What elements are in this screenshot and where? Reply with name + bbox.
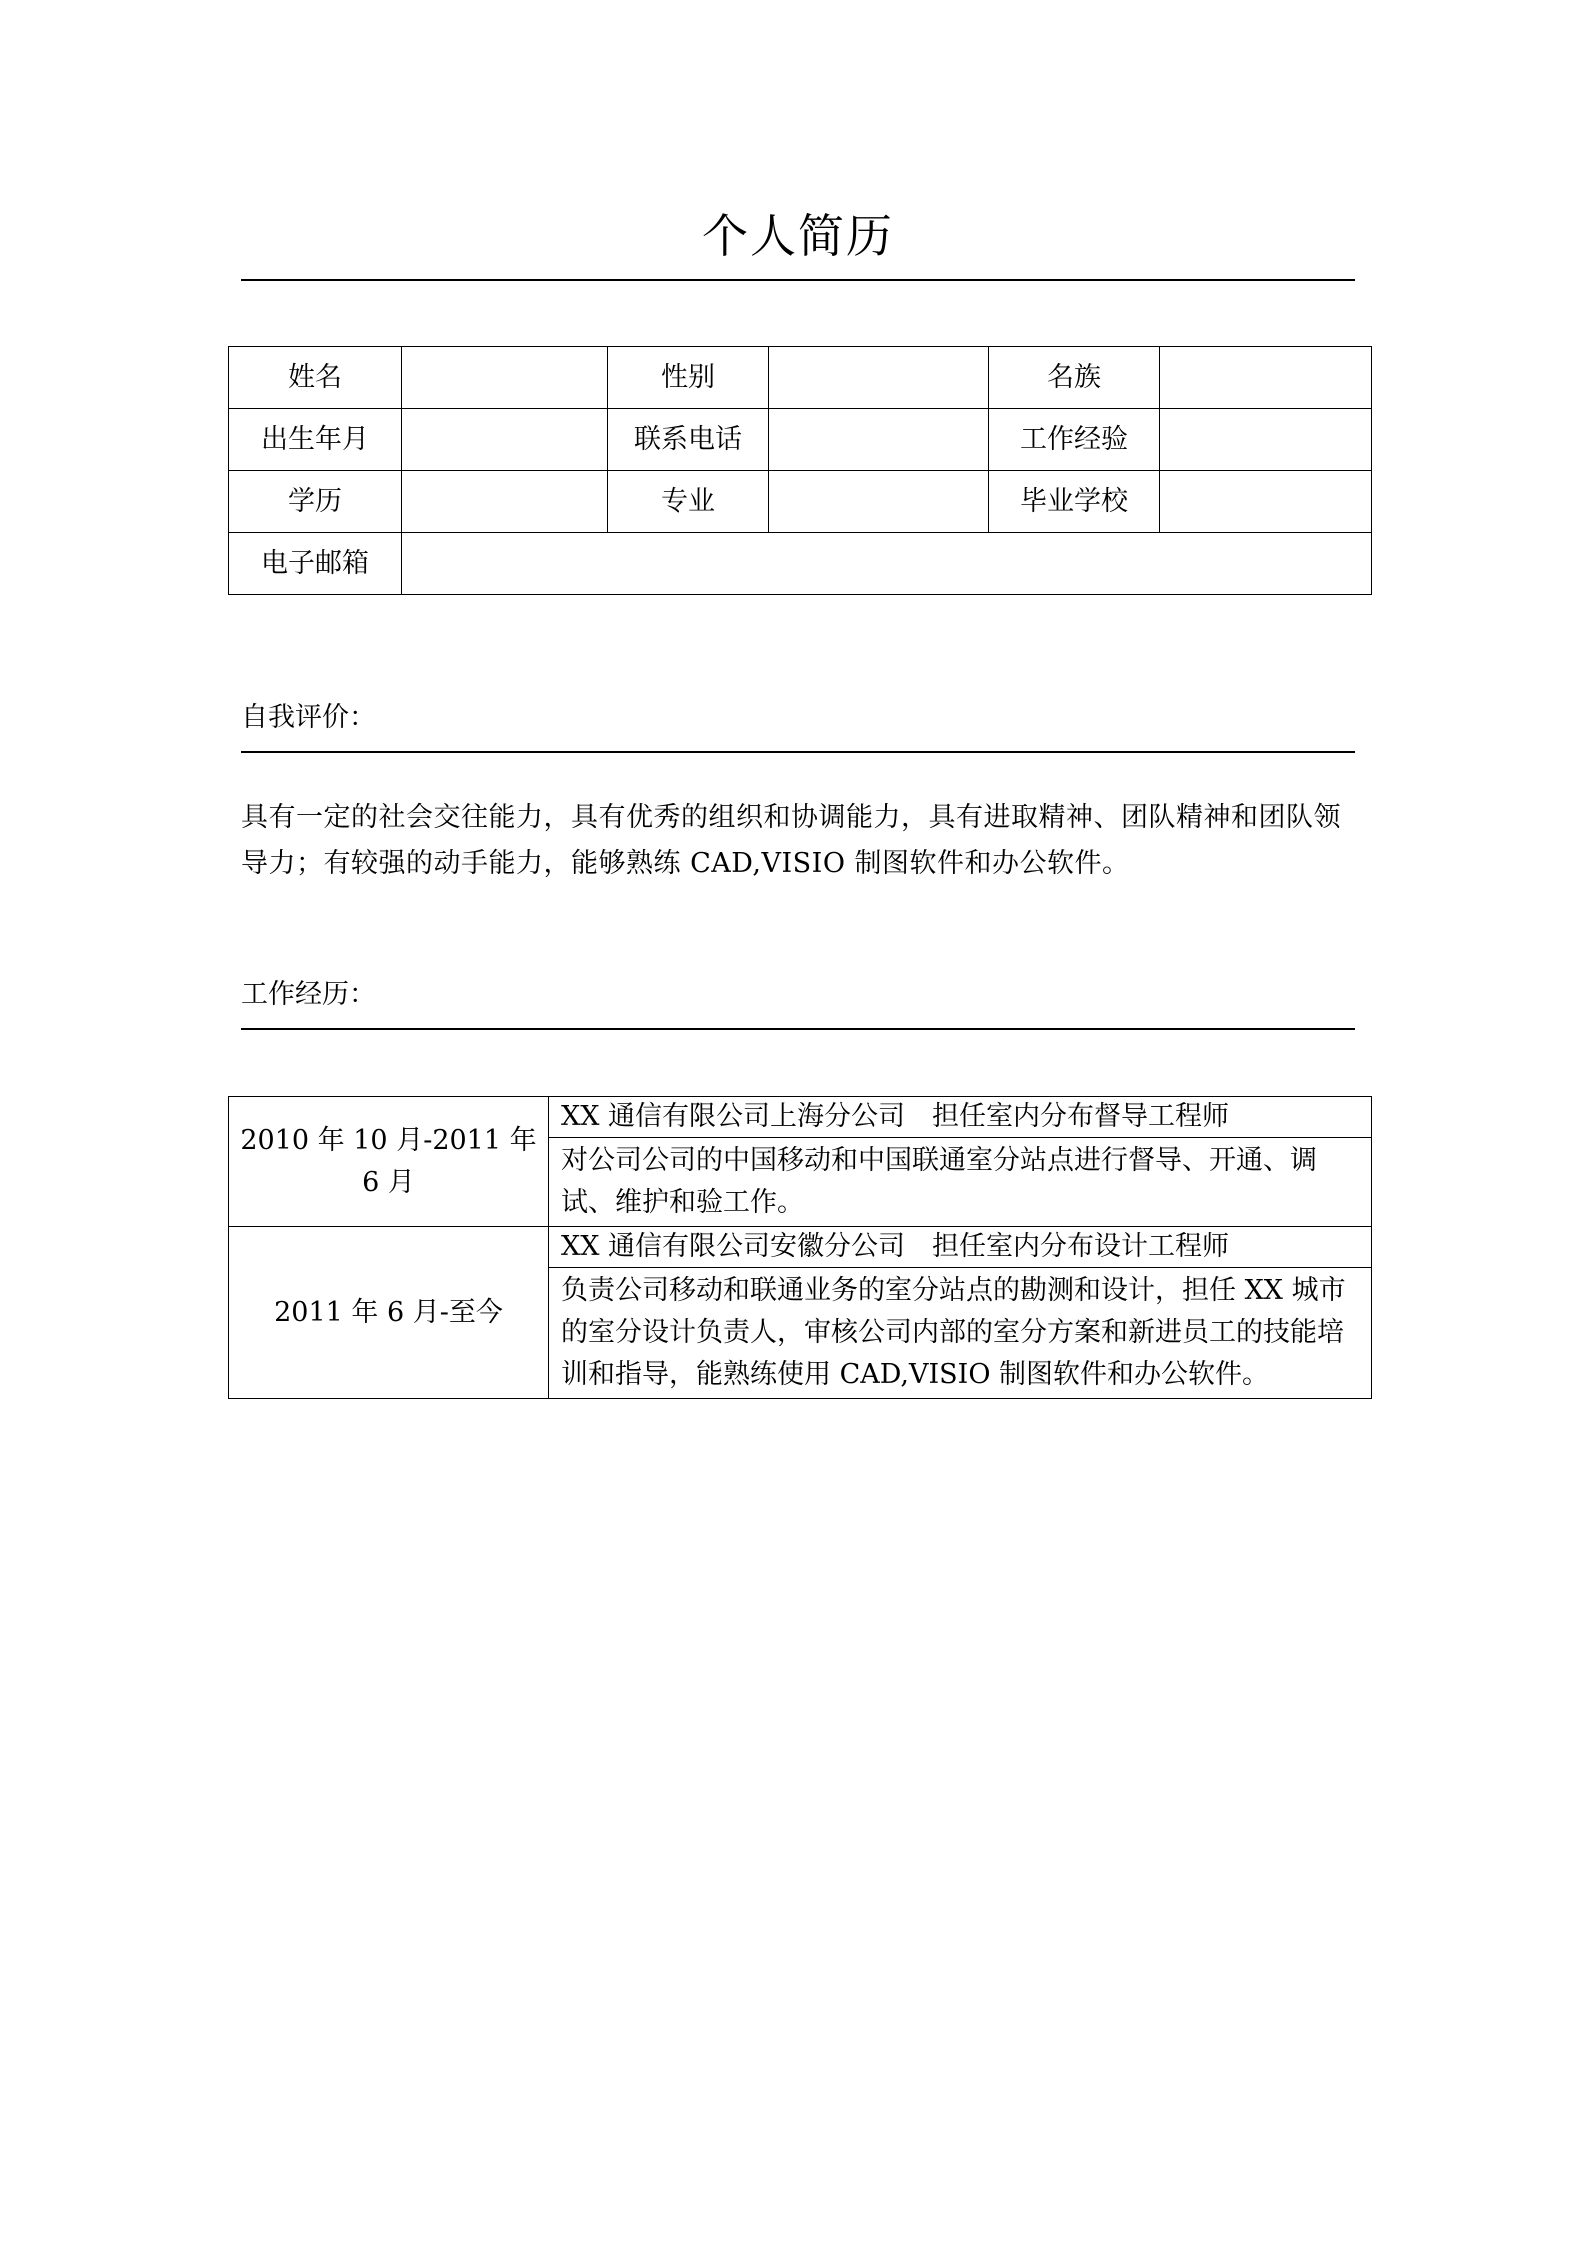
birth-date-value[interactable] [402, 409, 608, 471]
info-row [229, 471, 1372, 533]
basic-info-table [228, 346, 1372, 595]
work-period: 2010 年 10 月-2011 年 6 月 [229, 1097, 549, 1227]
birth-date-label: 出生年月 [229, 409, 402, 471]
work-entry-company-row [229, 1097, 1372, 1138]
work-company: XX 通信有限公司上海分公司 担任室内分布督导工程师 [549, 1097, 1372, 1138]
email-value[interactable] [402, 533, 1372, 595]
major-label: 专业 [608, 471, 769, 533]
education-label: 学历 [229, 471, 402, 533]
gender-value[interactable] [769, 347, 989, 409]
ethnicity-label: 名族 [989, 347, 1160, 409]
self-evaluation-text: 具有一定的社会交往能力，具有优秀的组织和协调能力，具有进取精神、团队精神和团队领导力；有较强的动手能力，能够熟练 CAD,VISIO 制图软件和办公软件。 [241, 802, 1341, 879]
school-value[interactable] [1160, 471, 1372, 533]
phone-label: 联系电话 [608, 409, 769, 471]
self-evaluation-rule [241, 751, 1355, 753]
title-underline [241, 279, 1355, 281]
school-label: 毕业学校 [989, 471, 1160, 533]
email-label: 电子邮箱 [229, 533, 402, 595]
work-experience-table [228, 1096, 1372, 1399]
major-value[interactable] [769, 471, 989, 533]
work-entry-company-row [229, 1227, 1372, 1268]
ethnicity-value[interactable] [1160, 347, 1372, 409]
work-description: 对公司公司的中国移动和中国联通室分站点进行督导、开通、调试、维护和验工作。 [549, 1138, 1372, 1227]
info-row [229, 347, 1372, 409]
work-experience-rule [241, 1028, 1355, 1030]
work-description: 负责公司移动和联通业务的室分站点的勘测和设计，担任 XX 城市的室分设计负责人，审核公司内部的室分方案和新进员工的技能培训和指导，能熟练使用 CAD,VISIO 制图软件和办公软件。 [549, 1268, 1372, 1399]
work-experience-heading: 工作经历： [241, 979, 376, 1010]
work-experience-value[interactable] [1160, 409, 1372, 471]
info-row [229, 533, 1372, 595]
work-period: 2011 年 6 月-至今 [229, 1227, 549, 1399]
education-value[interactable] [402, 471, 608, 533]
self-evaluation-heading: 自我评价： [241, 702, 376, 733]
name-value[interactable] [402, 347, 608, 409]
name-label: 姓名 [229, 347, 402, 409]
gender-label: 性别 [608, 347, 769, 409]
page-title: 个人简历 [702, 209, 894, 263]
work-experience-label: 工作经验 [989, 409, 1160, 471]
info-row [229, 409, 1372, 471]
work-company: XX 通信有限公司安徽分公司 担任室内分布设计工程师 [549, 1227, 1372, 1268]
phone-value[interactable] [769, 409, 989, 471]
